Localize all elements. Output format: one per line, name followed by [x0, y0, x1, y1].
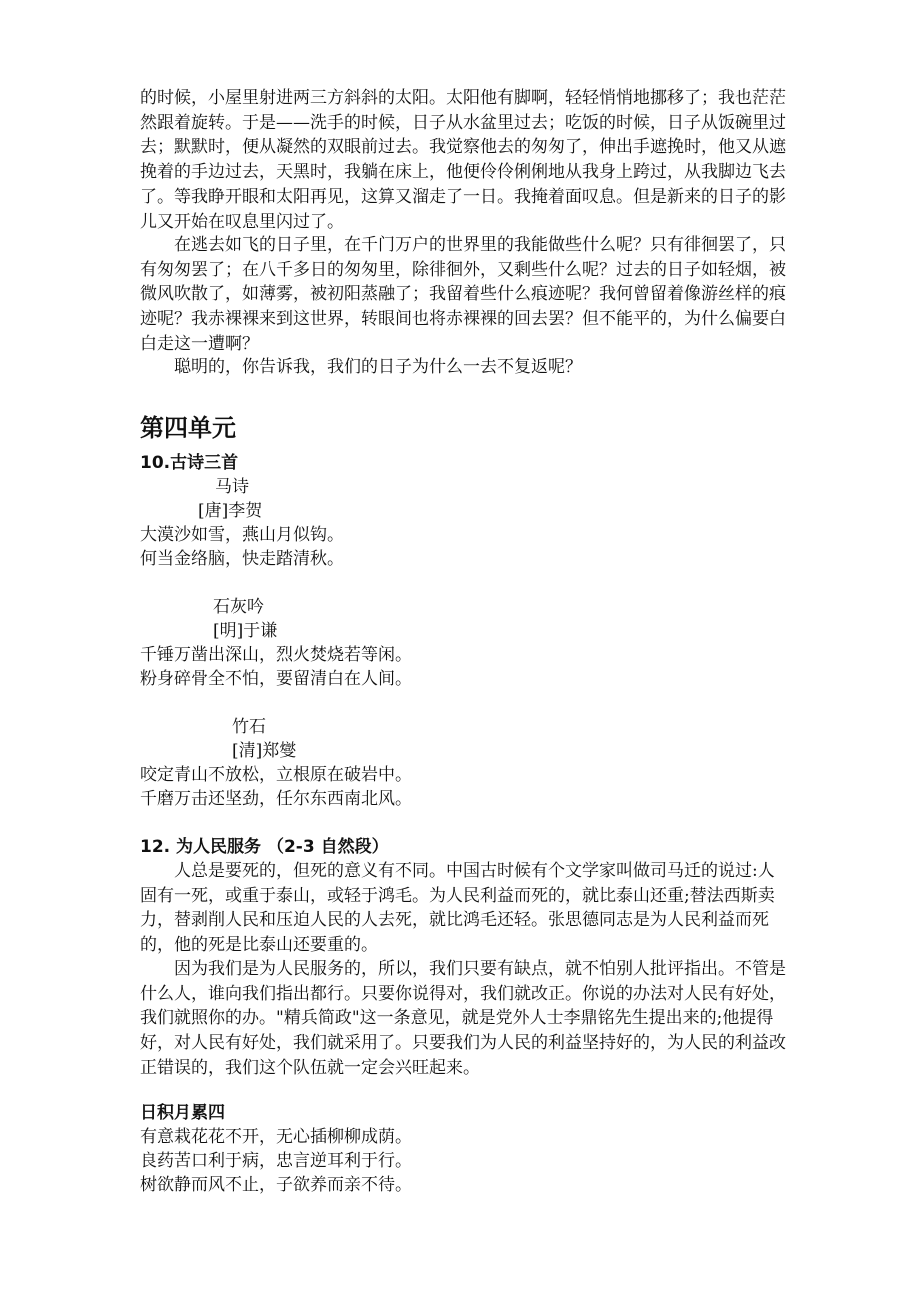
paragraph-continued-1: 的时候，小屋里射进两三方斜斜的太阳。太阳他有脚啊，轻轻悄悄地挪移了；我也茫茫然跟着旋转。于是——洗手的时候，日子从水盆里过去；吃饭的时候，日子从饭碗里过去；默默时，便从凝然的双眼前过去。我觉察他去的匆匆了，伸出手遮挽时，他又从遮挽着的手边过去，天黑时，我躺在床上，他便伶伶俐俐地从我身上跨过，从我脚边飞去了。等我睁开眼和太阳再见，这算又溜走了一日。我掩着面叹息。但是新来的日子的影儿又开始在叹息里闪过了。 [140, 88, 786, 232]
poem-author: [清]郑燮 [232, 741, 297, 761]
poem-line: 千磨万击还坚劲，任尔东西南北风。 [140, 789, 412, 809]
paragraph-continued-3: 聪明的，你告诉我，我们的日子为什么一去不复返呢？ [140, 357, 582, 377]
poem-line: 大漠沙如雪，燕山月似钩。 [140, 525, 344, 545]
lesson12-paragraph-1: 人总是要死的，但死的意义有不同。中国古时候有个文学家叫做司马迁的说过:人固有一死，或重于泰山，或轻于鸿毛。为人民利益而死的，就比泰山还重;替法西斯卖力，替剥削人民和压迫人民的人去死，就比鸿毛还轻。张思德同志是为人民利益而死的，他的死是比泰山还要重的。 [140, 861, 775, 956]
saying-line: 良药苦口利于病，忠言逆耳利于行。 [140, 1151, 412, 1171]
poem-title: 竹石 [232, 717, 266, 737]
poem-author: [唐]李贺 [198, 501, 263, 521]
lesson12-paragraph-2: 因为我们是为人民服务的，所以，我们只要有缺点，就不怕别人批评指出。不管是什么人，谁向我们指出都行。只要你说得对，我们就改正。你说的办法对人民有好处，我们就照你的办。"精兵简政"这一条意见，就是党外人士李鼎铭先生提出来的;他提得好，对人民有好处，我们就采用了。只要我们为人民的利益坚持好的，为人民的利益改正错误的，我们这个队伍就一定会兴旺起来。 [140, 959, 786, 1078]
poem-line: 粉身碎骨全不怕，要留清白在人间。 [140, 669, 412, 689]
rijiyuelei-heading: 日积月累四 [140, 1103, 225, 1123]
lesson10-heading: 10.古诗三首 [140, 453, 239, 473]
lesson12-heading: 12. 为人民服务 （2-3 自然段） [140, 837, 389, 857]
saying-line: 树欲静而风不止，子欲养而亲不待。 [140, 1175, 412, 1195]
poem-line: 咬定青山不放松，立根原在破岩中。 [140, 765, 412, 785]
poem-line: 何当金络脑，快走踏清秋。 [140, 549, 344, 569]
unit-title: 第四单元 [140, 414, 236, 442]
paragraph-continued-2: 在逃去如飞的日子里，在千门万户的世界里的我能做些什么呢？只有徘徊罢了，只有匆匆罢了；在八千多日的匆匆里，除徘徊外，又剩些什么呢？过去的日子如轻烟，被微风吹散了，如薄雾，被初阳蒸融了；我留着些什么痕迹呢？我何曾留着像游丝样的痕迹呢？我赤裸裸来到这世界，转眼间也将赤裸裸的回去罢？但不能平的，为什么偏要白白走这一遭啊？ [140, 235, 786, 354]
saying-line: 有意栽花花不开，无心插柳柳成荫。 [140, 1127, 412, 1147]
poem-author: [明]于谦 [213, 621, 278, 641]
poem-title: 石灰吟 [213, 597, 264, 617]
poem-line: 千锤万凿出深山，烈火焚烧若等闲。 [140, 645, 412, 665]
poem-title: 马诗 [215, 477, 249, 497]
